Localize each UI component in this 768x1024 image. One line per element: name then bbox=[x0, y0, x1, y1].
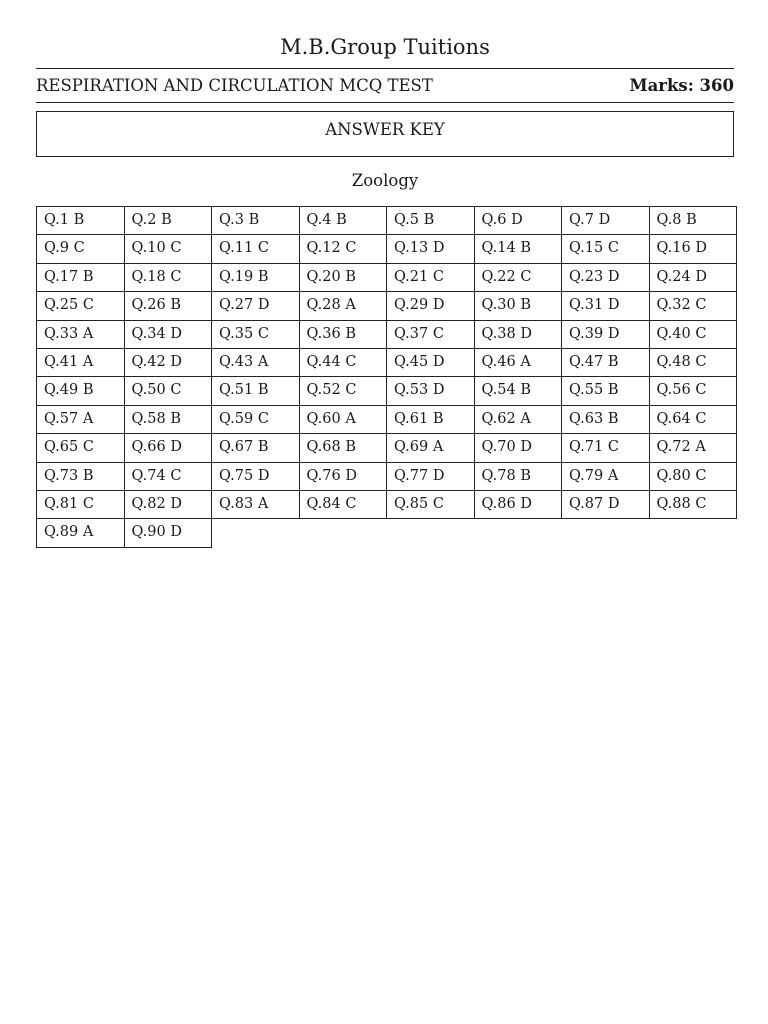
answer-cell: Q.67 B bbox=[212, 434, 300, 462]
answer-cell: Q.13 D bbox=[387, 235, 475, 263]
answer-cell: Q.29 D bbox=[387, 292, 475, 320]
answer-cell: Q.63 B bbox=[562, 406, 650, 434]
answer-cell: Q.5 B bbox=[387, 207, 475, 235]
answer-cell: Q.74 C bbox=[125, 463, 213, 491]
answer-cell: Q.15 C bbox=[562, 235, 650, 263]
answer-cell: Q.72 A bbox=[650, 434, 738, 462]
answer-cell: Q.61 B bbox=[387, 406, 475, 434]
answer-cell: Q.73 B bbox=[37, 463, 125, 491]
answer-cell: Q.31 D bbox=[562, 292, 650, 320]
answer-cell: Q.66 D bbox=[125, 434, 213, 462]
answer-cell: Q.53 D bbox=[387, 377, 475, 405]
answer-cell: Q.69 A bbox=[387, 434, 475, 462]
answer-cell: Q.44 C bbox=[300, 349, 388, 377]
answer-cell: Q.76 D bbox=[300, 463, 388, 491]
answer-cell: Q.39 D bbox=[562, 321, 650, 349]
answer-cell: Q.27 D bbox=[212, 292, 300, 320]
answer-cell: Q.8 B bbox=[650, 207, 738, 235]
answer-cell: Q.70 D bbox=[475, 434, 563, 462]
answer-cell: Q.47 B bbox=[562, 349, 650, 377]
institute-title: M.B.Group Tuitions bbox=[280, 35, 490, 59]
answer-key-page bbox=[36, 0, 734, 548]
answer-cell: Q.14 B bbox=[475, 235, 563, 263]
answer-cell: Q.68 B bbox=[300, 434, 388, 462]
answer-cell: Q.78 B bbox=[475, 463, 563, 491]
answer-cell: Q.37 C bbox=[387, 321, 475, 349]
answer-cell: Q.21 C bbox=[387, 264, 475, 292]
answer-cell: Q.26 B bbox=[125, 292, 213, 320]
answer-cell: Q.19 B bbox=[212, 264, 300, 292]
answer-cell: Q.60 A bbox=[300, 406, 388, 434]
answer-key-label: ANSWER KEY bbox=[325, 120, 445, 139]
answer-cell: Q.40 C bbox=[650, 321, 738, 349]
answer-cell: Q.79 A bbox=[562, 463, 650, 491]
answer-cell: Q.58 B bbox=[125, 406, 213, 434]
answer-cell: Q.54 B bbox=[475, 377, 563, 405]
test-header-row bbox=[36, 69, 734, 102]
answer-cell: Q.56 C bbox=[650, 377, 738, 405]
answer-cell: Q.65 C bbox=[37, 434, 125, 462]
answer-cell: Q.90 D bbox=[125, 519, 213, 547]
answer-cell: Q.33 A bbox=[37, 321, 125, 349]
answer-cell: Q.30 B bbox=[475, 292, 563, 320]
answer-cell: Q.41 A bbox=[37, 349, 125, 377]
answer-cell: Q.81 C bbox=[37, 491, 125, 519]
answer-cell: Q.20 B bbox=[300, 264, 388, 292]
answer-cell: Q.71 C bbox=[562, 434, 650, 462]
subject-heading: Zoology bbox=[351, 171, 419, 190]
answer-cell: Q.51 B bbox=[212, 377, 300, 405]
answer-cell: Q.12 C bbox=[300, 235, 388, 263]
answer-cell: Q.42 D bbox=[125, 349, 213, 377]
answer-grid bbox=[36, 206, 737, 548]
answer-cell: Q.1 B bbox=[37, 207, 125, 235]
test-title: RESPIRATION AND CIRCULATION MCQ TEST bbox=[36, 76, 433, 95]
answer-cell: Q.52 C bbox=[300, 377, 388, 405]
answer-cell: Q.17 B bbox=[37, 264, 125, 292]
answer-cell: Q.7 D bbox=[562, 207, 650, 235]
answer-cell: Q.46 A bbox=[475, 349, 563, 377]
answer-key-banner bbox=[36, 111, 734, 157]
answer-cell: Q.75 D bbox=[212, 463, 300, 491]
answer-cell: Q.32 C bbox=[650, 292, 738, 320]
answer-cell: Q.59 C bbox=[212, 406, 300, 434]
answer-cell: Q.82 D bbox=[125, 491, 213, 519]
answer-cell: Q.6 D bbox=[475, 207, 563, 235]
answer-cell: Q.86 D bbox=[475, 491, 563, 519]
answer-cell: Q.2 B bbox=[125, 207, 213, 235]
answer-cell: Q.49 B bbox=[37, 377, 125, 405]
total-marks: Marks: 360 bbox=[629, 76, 734, 95]
answer-cell: Q.36 B bbox=[300, 321, 388, 349]
answer-cell: Q.57 A bbox=[37, 406, 125, 434]
answer-cell: Q.35 C bbox=[212, 321, 300, 349]
answer-cell: Q.25 C bbox=[37, 292, 125, 320]
answer-cell: Q.9 C bbox=[37, 235, 125, 263]
answer-cell: Q.45 D bbox=[387, 349, 475, 377]
answer-cell: Q.28 A bbox=[300, 292, 388, 320]
answer-cell: Q.16 D bbox=[650, 235, 738, 263]
header-bottom-rule bbox=[36, 102, 734, 103]
answer-cell: Q.50 C bbox=[125, 377, 213, 405]
answer-cell: Q.38 D bbox=[475, 321, 563, 349]
answer-cell: Q.11 C bbox=[212, 235, 300, 263]
answer-cell: Q.4 B bbox=[300, 207, 388, 235]
answer-cell: Q.84 C bbox=[300, 491, 388, 519]
answer-cell: Q.62 A bbox=[475, 406, 563, 434]
answer-cell: Q.55 B bbox=[562, 377, 650, 405]
answer-cell: Q.3 B bbox=[212, 207, 300, 235]
answer-cell: Q.48 C bbox=[650, 349, 738, 377]
answer-cell: Q.87 D bbox=[562, 491, 650, 519]
answer-cell: Q.89 A bbox=[37, 519, 125, 547]
answer-cell: Q.10 C bbox=[125, 235, 213, 263]
answer-cell: Q.64 C bbox=[650, 406, 738, 434]
answer-cell: Q.22 C bbox=[475, 264, 563, 292]
answer-cell: Q.85 C bbox=[387, 491, 475, 519]
answer-cell: Q.18 C bbox=[125, 264, 213, 292]
answer-cell: Q.80 C bbox=[650, 463, 738, 491]
answer-cell: Q.83 A bbox=[212, 491, 300, 519]
answer-cell: Q.77 D bbox=[387, 463, 475, 491]
answer-cell: Q.23 D bbox=[562, 264, 650, 292]
answer-cell: Q.43 A bbox=[212, 349, 300, 377]
answer-cell: Q.24 D bbox=[650, 264, 738, 292]
answer-cell: Q.88 C bbox=[650, 491, 738, 519]
answer-cell: Q.34 D bbox=[125, 321, 213, 349]
